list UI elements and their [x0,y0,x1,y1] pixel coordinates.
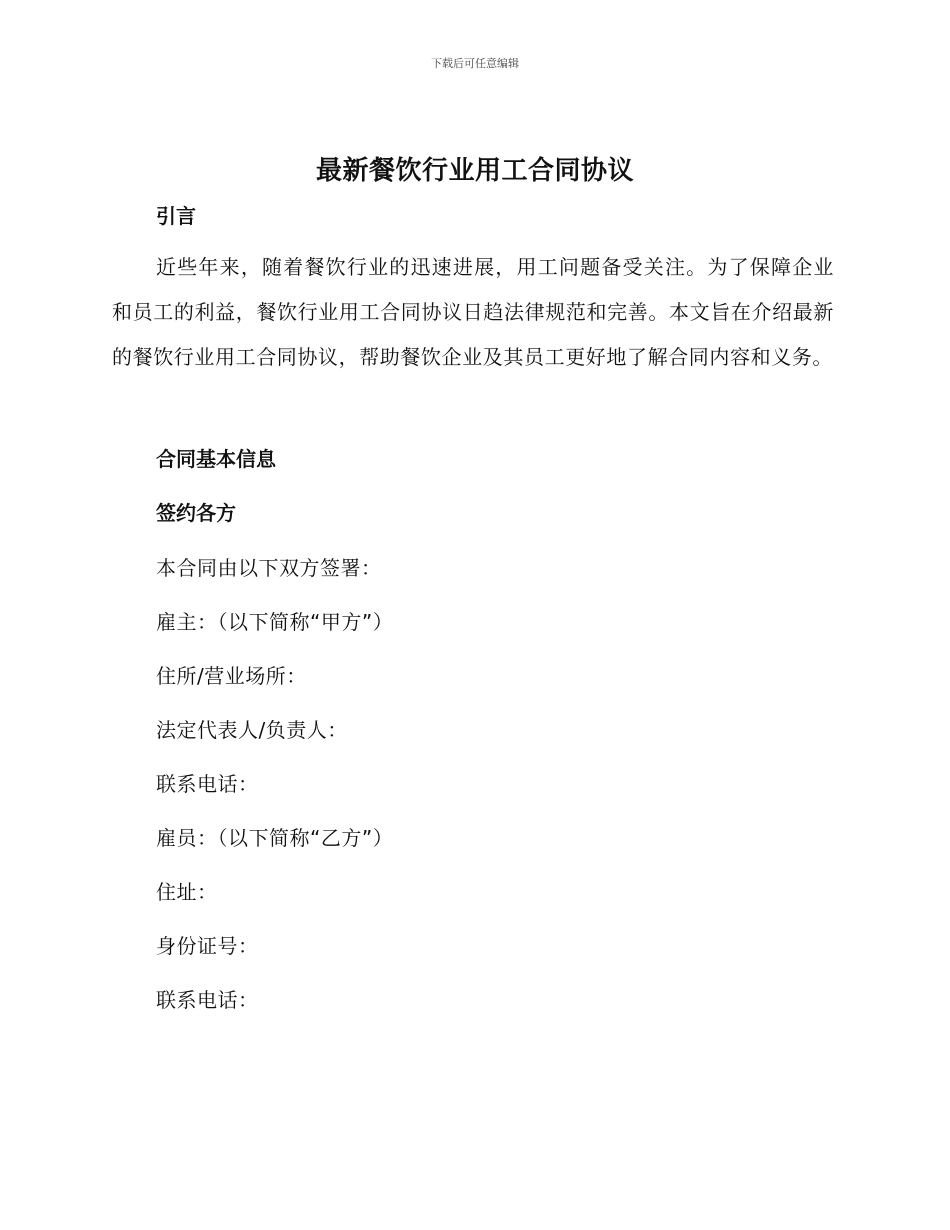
header-note: 下载后可任意编辑 [431,57,519,70]
basic-info-heading: 合同基本信息 [156,447,276,471]
legal-representative-line: 法定代表人/负责人： [156,718,348,742]
document-title: 最新餐饮行业用工合同协议 [315,156,634,186]
id-number-line: 身份证号： [156,934,259,958]
employer-address-line: 住所/营业场所： [156,664,307,688]
employee-line: 雇员：（以下简称“乙方”） [156,826,394,850]
intro-paragraph: 近些年来，随着餐饮行业的迅速进展，用工问题备受关注。为了保障企业和员工的利益，餐饮行业用工合同协议日趋法律规范和完善。本文旨在介绍最新的餐饮行业用工合同协议，帮助餐饮企业及其员工更好地了解合同内容和义务。 [112,255,834,369]
employee-address-line: 住址： [156,880,218,904]
employee-phone-line: 联系电话： [156,988,259,1012]
intro-heading: 引言 [156,204,196,228]
signing-intro-line: 本合同由以下双方签署： [156,556,382,580]
employer-line: 雇主：（以下简称“甲方”） [156,610,394,634]
parties-heading: 签约各方 [156,501,236,525]
employer-phone-line: 联系电话： [156,772,259,796]
